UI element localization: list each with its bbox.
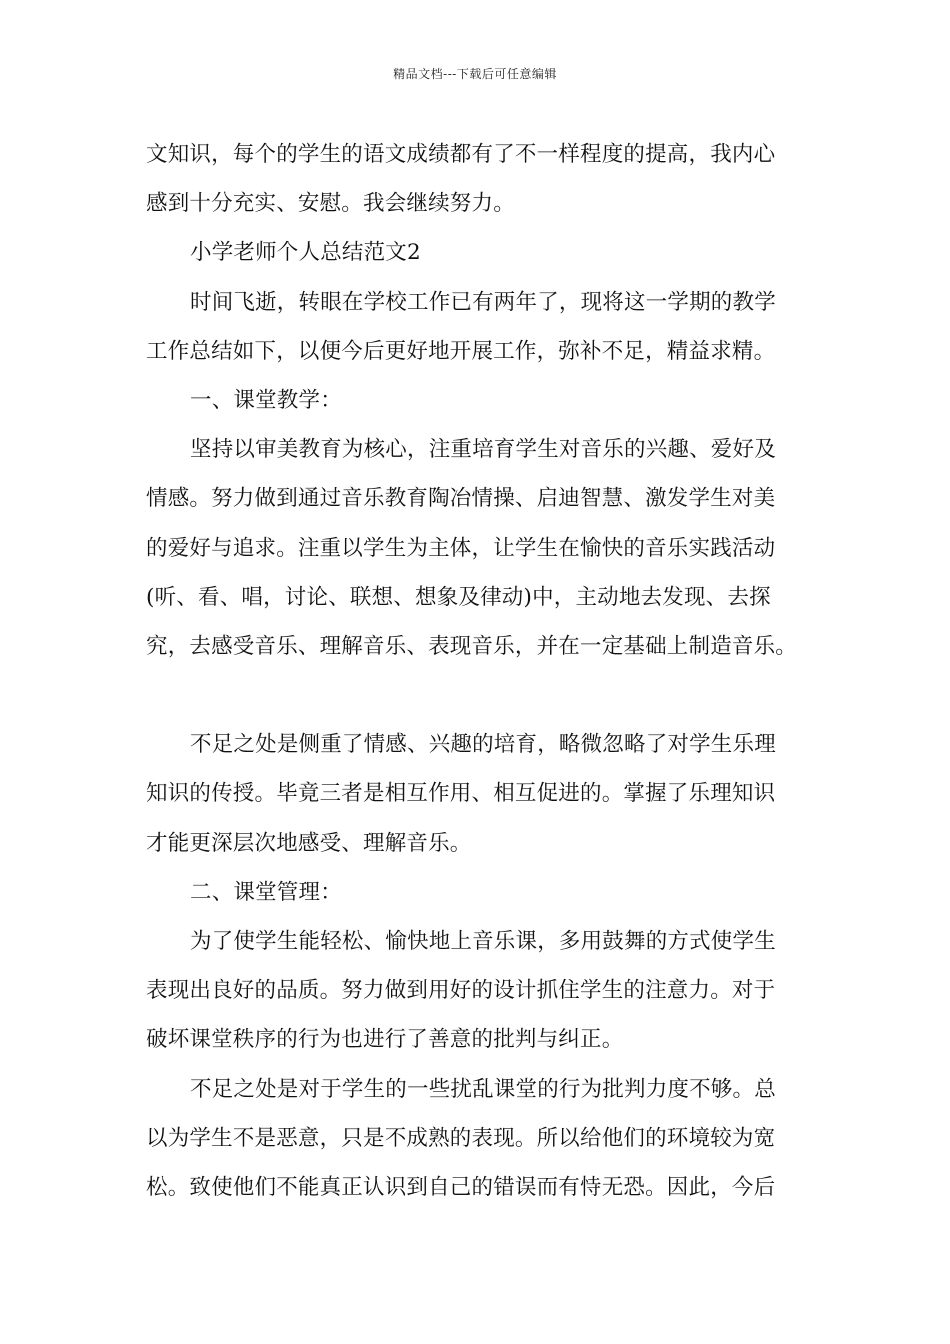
- text-line: 的爱好与追求。注重以学生为主体，让学生在愉快的音乐实践活动: [146, 535, 776, 561]
- section-heading: 二、课堂管理：: [190, 879, 342, 905]
- text-line: 才能更深层次地感受、理解音乐。: [146, 830, 472, 856]
- section-title: 小学老师个人总结范文2: [190, 240, 421, 266]
- section-heading: 一、课堂教学：: [190, 387, 342, 413]
- text-line: 文知识，每个的学生的语文成绩都有了不一样程度的提高，我内心: [146, 142, 776, 167]
- text-line: 坚持以审美教育为核心，注重培育学生对音乐的兴趣、爱好及: [190, 437, 776, 463]
- text-line: 时间飞逝，转眼在学校工作已有两年了，现将这一学期的教学: [190, 289, 776, 315]
- text-line: (听、看、唱，讨论、联想、想象及律动)中，主动地去发现、去探: [146, 584, 771, 610]
- text-line: 工作总结如下，以便今后更好地开展工作，弥补不足，精益求精。: [146, 338, 776, 364]
- text-line: 究，去感受音乐、理解音乐、表现音乐，并在一定基础上制造音乐。: [146, 633, 798, 659]
- text-line: 表现出良好的品质。努力做到用好的设计抓住学生的注意力。对于: [146, 978, 776, 1004]
- text-line: 不足之处是对于学生的一些扰乱课堂的行为批判力度不够。总: [190, 1076, 776, 1102]
- text-line: 知识的传授。毕竟三者是相互作用、相互促进的。掌握了乐理知识: [146, 781, 776, 807]
- document-body: [146, 130, 818, 1212]
- text-line: 破坏课堂秩序的行为也进行了善意的批判与纠正。: [146, 1027, 624, 1053]
- text-line: 松。致使他们不能真正认识到自己的错误而有恃无恐。因此，今后: [146, 1174, 776, 1200]
- page-header: 精品文档---下载后可任意编辑: [393, 67, 557, 81]
- text-line: 为了使学生能轻松、愉快地上音乐课，多用鼓舞的方式使学生: [190, 929, 776, 954]
- text-line: 以为学生不是恶意，只是不成熟的表现。所以给他们的环境较为宽: [146, 1125, 776, 1151]
- blank-line: [146, 671, 818, 720]
- text-line: 不足之处是侧重了情感、兴趣的培育，略微忽略了对学生乐理: [190, 732, 776, 758]
- text-line: 情感。努力做到通过音乐教育陶冶情操、启迪智慧、激发学生对美: [146, 486, 776, 512]
- text-line: 感到十分充实、安慰。我会继续努力。: [146, 191, 515, 217]
